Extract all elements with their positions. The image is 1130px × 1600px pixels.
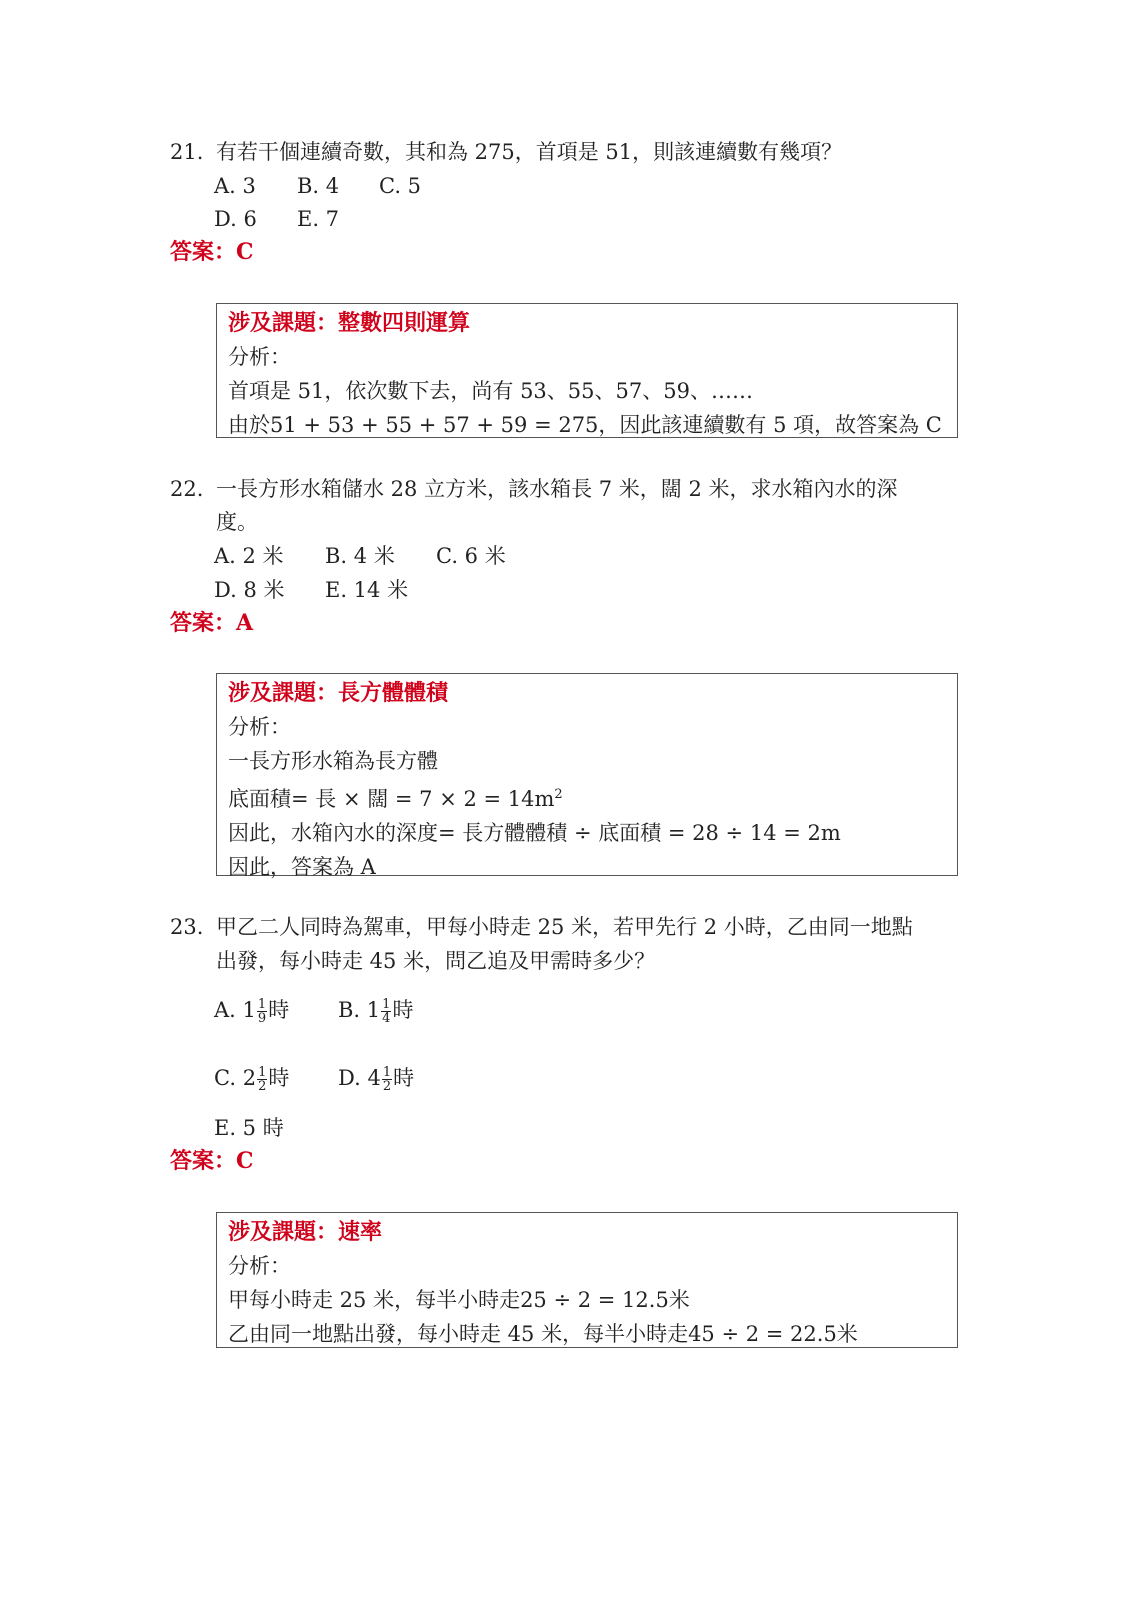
- unit: 時: [268, 998, 290, 1022]
- answer-22: 答案：A: [170, 610, 254, 636]
- answer-21: 答案：C: [170, 239, 254, 265]
- fraction: [382, 1066, 392, 1093]
- analysis-box-23: [216, 1212, 958, 1348]
- denominator: 9: [257, 1011, 267, 1026]
- unit: 時: [392, 998, 414, 1022]
- option-a: A. 2 米: [214, 544, 284, 568]
- analysis-line: 首項是 51，依次數下去，尚有 53、55、57、59、……: [228, 379, 753, 403]
- option-label: B.: [338, 998, 361, 1022]
- unit: 時: [268, 1066, 290, 1090]
- option-b: B. 4 米: [325, 544, 395, 568]
- whole-number: 1: [242, 998, 256, 1022]
- fraction: [381, 998, 391, 1025]
- option-d: D. 8 米: [214, 578, 285, 602]
- question-text: 一長方形水箱儲水 28 立方米，該水箱長 7 米，闊 2 米，求水箱內水的深: [216, 477, 898, 501]
- analysis-line: 甲每小時走 25 米，每半小時走25 ÷ 2 = 12.5米: [228, 1288, 690, 1312]
- option-label: C.: [214, 1066, 236, 1090]
- topic-title: 涉及課題：整數四則運算: [228, 310, 471, 336]
- denominator: 2: [382, 1079, 392, 1094]
- question-number: 21.: [170, 140, 204, 164]
- option-a: A. 3: [214, 174, 256, 198]
- question-number: 22.: [170, 477, 204, 501]
- analysis-label: 分析：: [228, 715, 291, 739]
- topic-title: 涉及課題：長方體體積: [228, 680, 449, 706]
- option-label: D.: [338, 1066, 361, 1090]
- fraction: [257, 998, 267, 1025]
- option-e: E. 5 時: [214, 1116, 284, 1140]
- question-text: 有若干個連續奇數，其和為 275，首項是 51，則該連續數有幾項？: [216, 140, 843, 164]
- option-label: A.: [214, 998, 236, 1022]
- whole-number: 1: [366, 998, 381, 1022]
- numerator: 1: [382, 997, 391, 1012]
- question-text: 甲乙二人同時為駕車，甲每小時走 25 米，若甲先行 2 小時，乙由同一地點: [216, 915, 913, 939]
- denominator: 2: [258, 1079, 267, 1094]
- numerator: 1: [258, 1065, 267, 1080]
- analysis-line: 因此，答案為 A: [228, 855, 376, 879]
- option-c: C. 5: [379, 174, 422, 198]
- numerator: 1: [382, 1065, 392, 1080]
- whole-number: 4: [367, 1066, 381, 1090]
- exponent: 2: [554, 787, 563, 802]
- option-d: [338, 1062, 414, 1094]
- analysis-box-22: [216, 673, 958, 879]
- analysis-box-21: [216, 303, 958, 438]
- analysis-label: 分析：: [228, 345, 291, 369]
- numerator: 1: [257, 997, 267, 1012]
- analysis-line: 因此，水箱內水的深度= 長方體體積 ÷ 底面積 = 28 ÷ 14 = 2m: [228, 821, 841, 845]
- analysis-line: 由於51 + 53 + 55 + 57 + 59 = 275，因此該連續數有 5 項，故答案為 C: [228, 413, 942, 437]
- analysis-line: 乙由同一地點出發，每小時走 45 米，每半小時走45 ÷ 2 = 22.5米: [228, 1322, 858, 1346]
- question-text: 度。: [216, 510, 258, 534]
- base-area-formula: 底面積= 長 × 闊 = 7 × 2 = 14m: [228, 787, 555, 811]
- option-b: B. 4: [297, 174, 340, 198]
- topic-title: 涉及課題：速率: [228, 1219, 383, 1245]
- denominator: 4: [382, 1011, 391, 1026]
- option-e: E. 14 米: [325, 578, 409, 602]
- answer-23: 答案：C: [170, 1148, 254, 1174]
- question-number: 23.: [170, 915, 204, 939]
- analysis-line: 一長方形水箱為長方體: [228, 749, 438, 773]
- question-text: 出發，每小時走 45 米，問乙追及甲需時多少？: [216, 949, 656, 973]
- whole-number: 2: [242, 1066, 257, 1090]
- analysis-line: [228, 778, 946, 816]
- fraction: [257, 1066, 267, 1093]
- option-a: [214, 994, 289, 1026]
- option-c: C. 6 米: [436, 544, 506, 568]
- analysis-label: 分析：: [228, 1254, 291, 1278]
- option-d: D. 6: [214, 207, 257, 231]
- option-c: [214, 1062, 289, 1094]
- option-b: [338, 994, 413, 1026]
- option-e: E. 7: [297, 207, 340, 231]
- unit: 時: [393, 1066, 415, 1090]
